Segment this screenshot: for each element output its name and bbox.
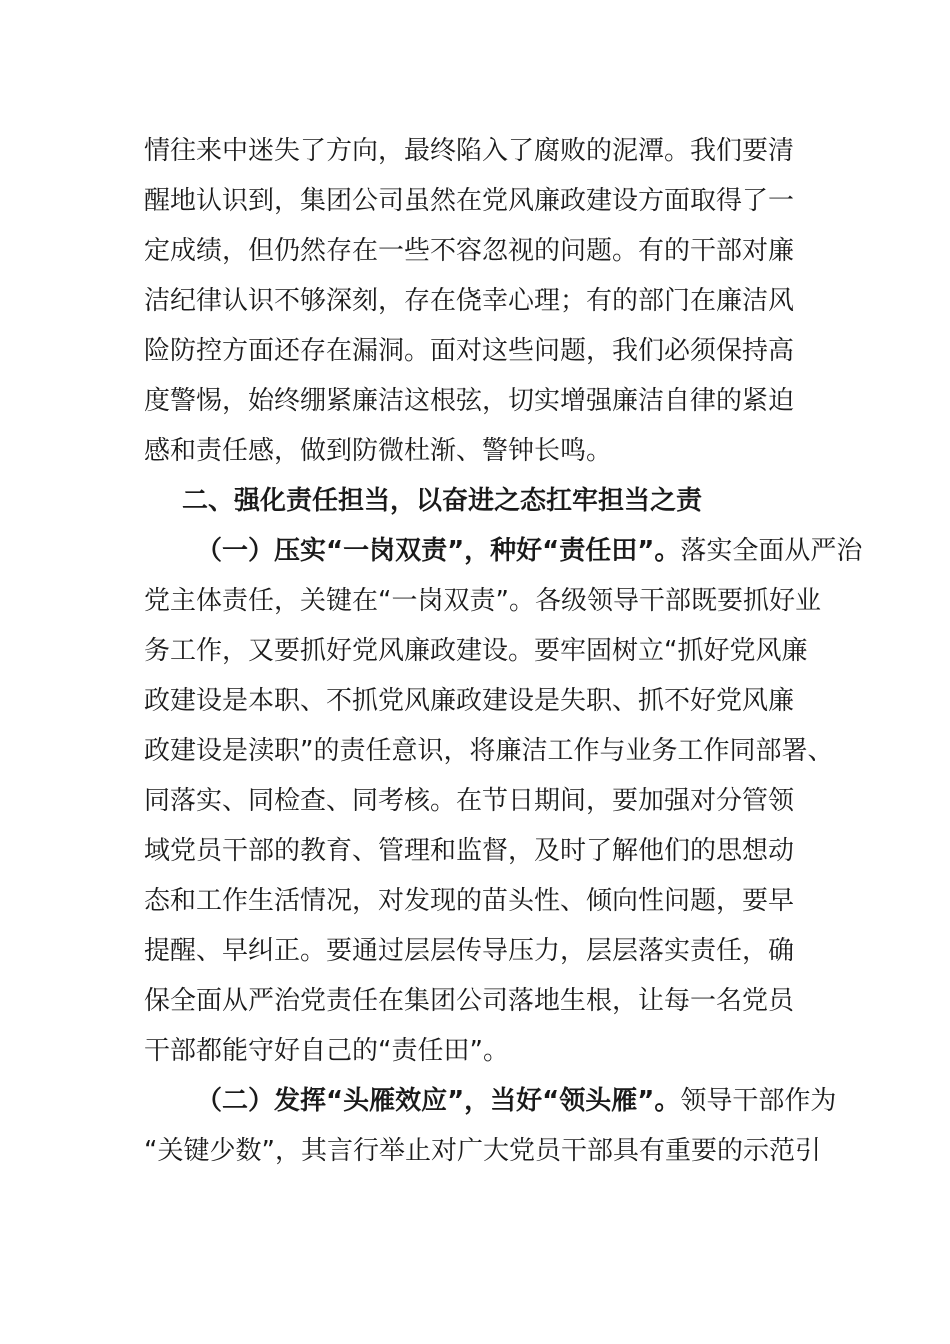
paragraph-line: 政建设是渎职”的责任意识，将廉洁工作与业务工作同部署、 [144,736,834,766]
paragraph-line: 定成绩，但仍然存在一些不容忽视的问题。有的干部对廉 [144,236,795,266]
paragraph-line: 度警惕，始终绷紧廉洁这根弦，切实增强廉洁自律的紧迫 [144,386,795,416]
document-body [144,126,863,1176]
paragraph-line: 务工作，又要抓好党风廉政建设。要牢固树立“抓好党风廉 [144,636,808,666]
paragraph-line: 政建设是本职、不抓党风廉政建设是失职、抓不好党风廉 [144,686,795,716]
subsection-text: 领导干部作为 [680,1086,837,1116]
paragraph-line: 干部都能守好自己的“责任田”。 [144,1036,509,1066]
paragraph-line: 域党员干部的教育、管理和监督，及时了解他们的思想动 [144,836,795,866]
paragraph-line: 提醒、早纠正。要通过层层传导压力，层层落实责任，确 [144,936,795,966]
section-heading: 二、强化责任担当，以奋进之态扛牢担当之责 [182,486,703,516]
paragraph-line: 党主体责任，关键在“一岗双责”。各级领导干部既要抓好业 [144,586,821,616]
subsection-first-line [144,526,863,576]
paragraph-line: 洁纪律认识不够深刻，存在侥幸心理；有的部门在廉洁风 [144,286,795,316]
subsection-text: 落实全面从严治 [680,536,863,566]
paragraph-line: 情往来中迷失了方向，最终陷入了腐败的泥潭。我们要清 [144,136,795,166]
subsection-title: （二）发挥“头雁效应”，当好“领头雁”。 [196,1086,681,1116]
subsection-title: （一）压实“一岗双责”，种好“责任田”。 [196,536,681,566]
paragraph-line: 态和工作生活情况，对发现的苗头性、倾向性问题，要早 [144,886,795,916]
paragraph-line: 同落实、同检查、同考核。在节日期间，要加强对分管领 [144,786,795,816]
paragraph-line: 险防控方面还存在漏洞。面对这些问题，我们必须保持高 [144,336,795,366]
subsection-first-line [144,1076,844,1126]
paragraph-line: 醒地认识到，集团公司虽然在党风廉政建设方面取得了一 [144,186,795,216]
paragraph-line: 保全面从严治党责任在集团公司落地生根，让每一名党员 [144,986,795,1016]
paragraph-line: 感和责任感，做到防微杜渐、警钟长鸣。 [144,436,613,466]
paragraph-line: “关键少数”，其言行举止对广大党员干部具有重要的示范引 [144,1136,821,1166]
